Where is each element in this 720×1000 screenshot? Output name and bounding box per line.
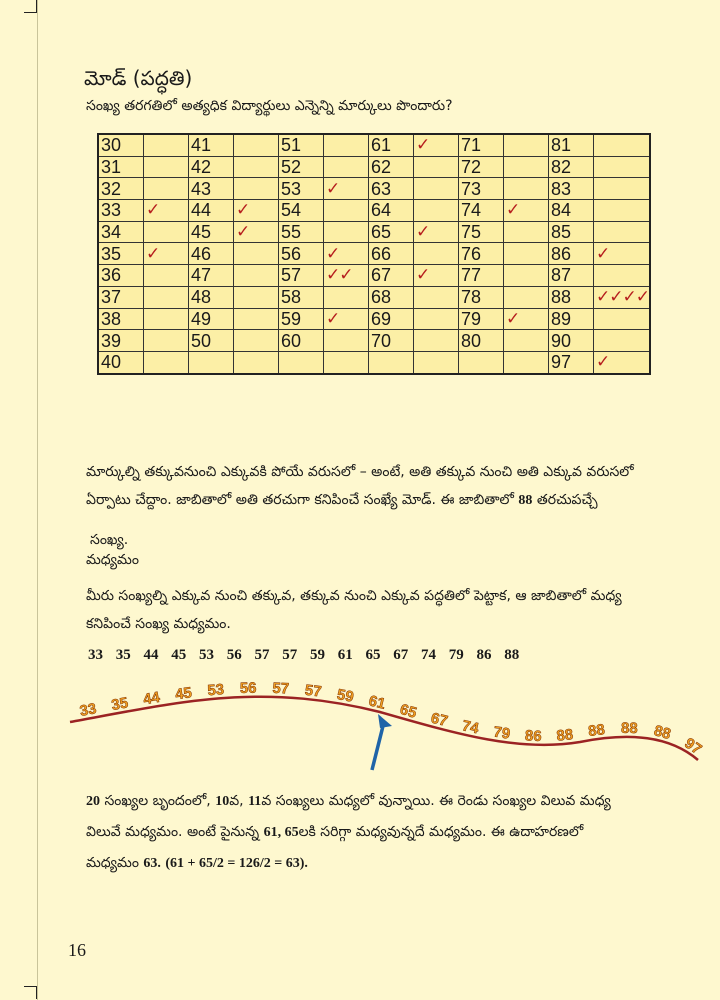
score-cell: 35 — [98, 243, 144, 265]
tally-mark-cell: ✓ — [324, 178, 369, 200]
score-cell: 48 — [189, 286, 234, 308]
score-cell: 36 — [98, 265, 144, 287]
score-cell: 82 — [549, 156, 594, 178]
tally-mark-cell — [414, 330, 459, 352]
score-cell: 47 — [189, 265, 234, 287]
score-cell: 45 — [189, 221, 234, 243]
score-cell: 32 — [98, 178, 144, 200]
count-value: 20 — [86, 794, 100, 809]
wave-number: 61 — [366, 692, 388, 713]
score-cell: 69 — [369, 308, 414, 330]
tally-row — [98, 308, 650, 330]
score-cell: 75 — [459, 221, 504, 243]
score-cell: 90 — [549, 330, 594, 352]
median-arrow — [372, 714, 392, 770]
wave-number: 88 — [555, 726, 575, 745]
tally-mark-cell — [414, 200, 459, 222]
crop-mark-top — [24, 0, 37, 13]
wave-number: 53 — [206, 681, 225, 700]
score-cell: 85 — [549, 221, 594, 243]
tally-mark-cell: ✓ — [414, 221, 459, 243]
wave-number: 59 — [335, 686, 356, 706]
tally-mark-cell — [144, 178, 189, 200]
sorted-number-list: 33 35 44 45 53 56 57 57 59 61 65 67 74 79 86 88 — [88, 647, 520, 663]
conclusion-text: విలువే మధ్యమం. అంటే పైనున్న — [86, 824, 264, 840]
tally-row — [98, 156, 650, 178]
score-cell — [279, 351, 324, 373]
tally-mark-cell — [414, 351, 459, 373]
score-cell: 49 — [189, 308, 234, 330]
score-cell: 62 — [369, 156, 414, 178]
median-paragraph — [86, 582, 686, 638]
tally-mark-cell: ✓ — [414, 134, 459, 156]
tally-mark-cell — [504, 221, 549, 243]
score-cell: 44 — [189, 200, 234, 222]
tally-row — [98, 286, 650, 308]
wave-number: 88 — [587, 721, 606, 741]
tally-mark-cell — [594, 178, 650, 200]
tally-mark-cell — [324, 221, 369, 243]
tally-row — [98, 351, 650, 373]
tally-mark-cell: ✓ — [144, 200, 189, 222]
score-cell: 31 — [98, 156, 144, 178]
tally-mark-cell — [504, 286, 549, 308]
wave-number: 74 — [460, 717, 481, 738]
wave-number: 67 — [429, 709, 450, 731]
score-cell: 84 — [549, 200, 594, 222]
tally-mark-cell: ✓ — [414, 265, 459, 287]
score-cell: 30 — [98, 134, 144, 156]
tally-row — [98, 330, 650, 352]
conclusion-text: వ సంఖ్యలు మధ్యలో వున్నాయి. ఈ రెండు సంఖ్యల విలువ మధ్య — [261, 793, 611, 809]
tally-mark-cell: ✓ — [594, 243, 650, 265]
tally-mark-cell: ✓ — [144, 243, 189, 265]
tally-mark-cell — [414, 286, 459, 308]
tally-mark-cell — [234, 351, 279, 373]
score-cell: 54 — [279, 200, 324, 222]
tally-mark-cell — [504, 134, 549, 156]
score-cell: 37 — [98, 286, 144, 308]
page-margin-line — [37, 0, 38, 1000]
tally-mark-cell — [234, 286, 279, 308]
score-cell: 64 — [369, 200, 414, 222]
tally-mark-cell — [594, 134, 650, 156]
wave-number: 79 — [492, 723, 512, 743]
score-cell: 42 — [189, 156, 234, 178]
conclusion-text: లకి సరిగ్గా మధ్యవున్నదే మధ్యమం. ఈ ఉదాహరణలో — [298, 824, 584, 840]
tally-mark-cell: ✓ — [504, 200, 549, 222]
tally-row — [98, 221, 650, 243]
tally-mark-cell — [234, 156, 279, 178]
score-cell: 53 — [279, 178, 324, 200]
tally-mark-cell — [504, 330, 549, 352]
score-cell: 66 — [369, 243, 414, 265]
tally-mark-cell — [144, 308, 189, 330]
score-cell: 86 — [549, 243, 594, 265]
score-cell: 60 — [279, 330, 324, 352]
wave-number: 56 — [239, 680, 257, 698]
tally-mark-cell — [144, 286, 189, 308]
position-10: 10 — [215, 794, 230, 809]
section-title: మోడ్ (పద్ధతి) — [84, 66, 193, 90]
score-cell: 40 — [98, 351, 144, 373]
wave-number: 45 — [174, 684, 193, 704]
score-cell: 43 — [189, 178, 234, 200]
wave-number: 57 — [303, 681, 323, 701]
tally-mark-cell — [504, 156, 549, 178]
wave-number: 35 — [110, 694, 130, 715]
score-cell: 77 — [459, 265, 504, 287]
score-cell: 97 — [549, 351, 594, 373]
tally-mark-cell — [594, 156, 650, 178]
score-cell: 50 — [189, 330, 234, 352]
score-cell: 74 — [459, 200, 504, 222]
score-cell: 70 — [369, 330, 414, 352]
tally-mark-cell: ✓ — [594, 351, 650, 373]
tally-mark-cell — [594, 330, 650, 352]
conclusion-line-1 — [86, 786, 686, 817]
wave-number: 88 — [652, 722, 673, 744]
median-line-1: మీరు సంఖ్యల్ని ఎక్కువ నుంచి తక్కువ, తక్కువ నుంచి ఎక్కువ పద్ధతిలో పెట్టాక, ఆ జాబితాలో మధ్య — [86, 588, 622, 604]
wave-number: 88 — [620, 719, 638, 738]
score-cell: 68 — [369, 286, 414, 308]
score-cell: 57 — [279, 265, 324, 287]
score-cell: 58 — [279, 286, 324, 308]
score-cell — [459, 351, 504, 373]
tally-mark-cell — [144, 265, 189, 287]
conclusion-text: సంఖ్యల బృందంలో, — [100, 793, 216, 809]
mode-paragraph — [86, 458, 686, 515]
score-cell — [189, 351, 234, 373]
tally-mark-cell — [504, 178, 549, 200]
wave-number: 33 — [78, 700, 98, 720]
tally-mark-cell: ✓✓ — [324, 265, 369, 287]
mode-line-3: సంఖ్య. — [90, 532, 129, 548]
tally-row — [98, 178, 650, 200]
median-heading: మధ్యమం — [86, 552, 139, 568]
score-cell: 72 — [459, 156, 504, 178]
tally-mark-cell — [144, 221, 189, 243]
tally-mark-cell — [234, 308, 279, 330]
score-cell: 67 — [369, 265, 414, 287]
tally-mark-cell — [324, 156, 369, 178]
tally-mark-cell — [144, 134, 189, 156]
tally-row — [98, 265, 650, 287]
tally-mark-cell — [504, 265, 549, 287]
score-cell — [369, 351, 414, 373]
tally-mark-cell — [414, 178, 459, 200]
tally-mark-cell: ✓✓✓✓ — [594, 286, 650, 308]
score-cell: 87 — [549, 265, 594, 287]
score-cell: 71 — [459, 134, 504, 156]
score-cell: 33 — [98, 200, 144, 222]
score-cell: 38 — [98, 308, 144, 330]
tally-mark-cell — [324, 330, 369, 352]
tally-mark-cell: ✓ — [234, 200, 279, 222]
tally-mark-cell — [324, 134, 369, 156]
score-cell: 80 — [459, 330, 504, 352]
score-cell: 65 — [369, 221, 414, 243]
score-cell: 39 — [98, 330, 144, 352]
score-cell: 81 — [549, 134, 594, 156]
wave-number: 57 — [272, 680, 290, 698]
score-cell: 73 — [459, 178, 504, 200]
tally-mark-cell — [504, 351, 549, 373]
score-cell: 52 — [279, 156, 324, 178]
tally-mark-cell — [234, 265, 279, 287]
tally-mark-cell: ✓ — [234, 221, 279, 243]
median-formula: (61 + 65/2 = 126/2 = 63). — [165, 856, 308, 871]
tally-mark-cell — [234, 330, 279, 352]
tally-mark-cell — [234, 134, 279, 156]
score-cell: 41 — [189, 134, 234, 156]
score-cell: 56 — [279, 243, 324, 265]
score-cell: 51 — [279, 134, 324, 156]
tally-mark-cell — [144, 330, 189, 352]
median-line-2: కనిపించే సంఖ్య మధ్యమం. — [86, 616, 231, 632]
score-cell: 59 — [279, 308, 324, 330]
mode-value: 88 — [518, 493, 533, 508]
tally-mark-cell — [324, 351, 369, 373]
score-cell: 79 — [459, 308, 504, 330]
wave-number: 86 — [524, 727, 542, 746]
number-wave-illustration — [60, 680, 710, 780]
score-cell: 89 — [549, 308, 594, 330]
tally-mark-cell — [144, 351, 189, 373]
score-cell: 78 — [459, 286, 504, 308]
tally-row — [98, 243, 650, 265]
page-number: 16 — [68, 940, 86, 960]
mode-line-1: మార్కుల్ని తక్కువనుంచి ఎక్కువకి పోయే వరుసలో – అంటే, అతి తక్కువ నుంచి అతి ఎక్కువ వరుసలో — [86, 464, 634, 480]
tally-table — [97, 133, 651, 375]
score-cell: 34 — [98, 221, 144, 243]
question-text: సంఖ్య తరగతిలో అత్యధిక విద్యార్థులు ఎన్నెన్ని మార్కులు పొందారు? — [86, 98, 453, 114]
crop-mark-bottom — [24, 986, 37, 999]
tally-mark-cell — [594, 221, 650, 243]
score-cell: 61 — [369, 134, 414, 156]
tally-mark-cell: ✓ — [504, 308, 549, 330]
mode-line-2-end: తరచుపచ్చే — [532, 492, 598, 508]
tally-mark-cell — [594, 200, 650, 222]
conclusion-line-2 — [86, 817, 686, 848]
tally-mark-cell — [234, 243, 279, 265]
position-11: 11 — [248, 794, 262, 809]
middle-values: 61, 65 — [263, 825, 299, 840]
conclusion-text: మధ్యమం — [86, 855, 144, 871]
mode-line-2 — [86, 486, 686, 515]
tally-row — [98, 134, 650, 156]
conclusion-paragraph — [86, 786, 686, 879]
tally-mark-cell — [324, 286, 369, 308]
score-cell: 55 — [279, 221, 324, 243]
tally-mark-cell — [504, 243, 549, 265]
wave-number: 44 — [141, 688, 162, 709]
score-cell: 46 — [189, 243, 234, 265]
conclusion-text: వ, — [229, 793, 249, 809]
tally-mark-cell — [594, 265, 650, 287]
mode-line-2-text: ఏర్పాటు చేద్దాం. జాబితాలో అతి తరచుగా కనిపించే సంఖ్యే మోడ్. ఈ జాబితాలో — [86, 492, 519, 508]
tally-mark-cell — [234, 178, 279, 200]
tally-mark-cell — [414, 308, 459, 330]
tally-mark-cell — [414, 243, 459, 265]
score-cell: 83 — [549, 178, 594, 200]
conclusion-line-3 — [86, 848, 686, 879]
median-value: 63. — [143, 856, 161, 871]
tally-mark-cell: ✓ — [324, 308, 369, 330]
tally-mark-cell — [144, 156, 189, 178]
score-cell: 76 — [459, 243, 504, 265]
tally-mark-cell: ✓ — [324, 243, 369, 265]
tally-mark-cell — [324, 200, 369, 222]
score-cell: 88 — [549, 286, 594, 308]
wave-number: 97 — [681, 734, 705, 759]
tally-row — [98, 200, 650, 222]
wave-number: 65 — [397, 700, 419, 722]
tally-mark-cell — [594, 308, 650, 330]
tally-mark-cell — [414, 156, 459, 178]
score-cell: 63 — [369, 178, 414, 200]
